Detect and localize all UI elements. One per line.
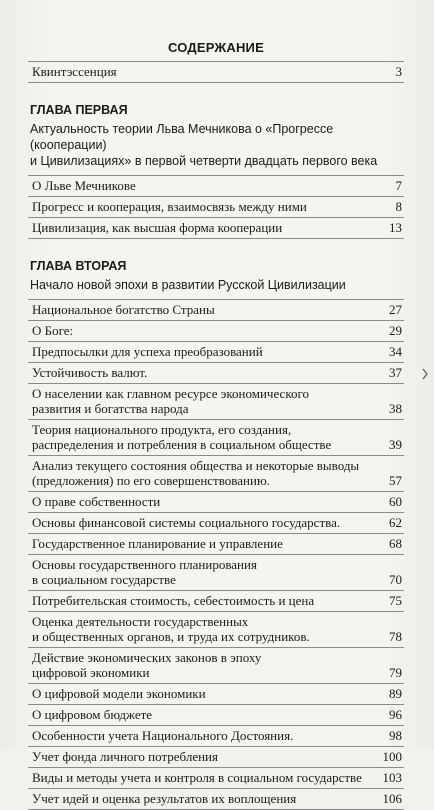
entry-title: О цифровой модели экономики (32, 686, 206, 701)
toc-entry-intro (28, 61, 404, 83)
toc-entry (28, 768, 404, 789)
entry-page: 3 (395, 64, 402, 79)
toc-entry (28, 363, 404, 384)
toc-entry (28, 175, 404, 197)
entry-title-line1: Теория национального продукта, его создания, (32, 422, 292, 437)
entry-page: 7 (395, 178, 402, 193)
entry-title: цифровой экономики (32, 665, 150, 680)
entry-title: Учет идей и оценка результатов их воплощения (32, 791, 297, 806)
entry-title: Цивилизация, как высшая форма кооперации (32, 220, 283, 235)
entry-page: 37 (389, 365, 402, 380)
entry-page: 75 (389, 593, 402, 608)
entry-title-line1: Основы государственного планирования (32, 557, 257, 572)
toc-entry (28, 684, 404, 705)
entry-title: Предпосылки для успеха преобразований (32, 344, 263, 359)
entry-page: 68 (389, 536, 402, 551)
toc-entry (28, 492, 404, 513)
entry-title: Государственное планирование и управление (32, 536, 283, 551)
chapter-2-label: ГЛАВА ВТОРАЯ (30, 259, 127, 273)
entry-title: Квинтэссенция (32, 64, 117, 79)
entry-page: 39 (389, 437, 402, 452)
entry-page: 98 (389, 728, 402, 743)
toc-entry (28, 420, 404, 456)
entry-title: Национальное богатство Страны (32, 302, 215, 317)
toc-entry (28, 726, 404, 747)
entry-title: О праве собственности (32, 494, 161, 509)
entry-title: Основы финансовой системы социального государства. (32, 515, 341, 530)
entry-page: 13 (389, 220, 402, 235)
entry-page: 103 (382, 770, 402, 785)
entry-title: Виды и методы учета и контроля в социальном государстве (32, 770, 362, 785)
entry-page: 62 (389, 515, 402, 530)
entry-page: 70 (389, 572, 402, 587)
entry-title: и общественных органов, и труда их сотрудников. (32, 629, 310, 644)
table-of-contents (28, 40, 404, 810)
toc-entry (28, 321, 404, 342)
entry-title: в социальном государстве (32, 572, 176, 587)
entry-title: О Льве Мечникове (32, 178, 136, 193)
toc-entry (28, 648, 404, 684)
chapter-1-subtitle (30, 121, 404, 169)
page-edge-mark (422, 368, 428, 380)
entry-title: Учет фонда личного потребления (32, 749, 218, 764)
entry-page: 100 (382, 749, 402, 764)
entry-page: 78 (389, 629, 402, 644)
toc-entry (28, 299, 404, 321)
entry-page: 96 (389, 707, 402, 722)
toc-entry (28, 384, 404, 420)
entry-title: О цифровом бюджете (32, 707, 153, 722)
entry-page: 79 (389, 665, 402, 680)
entry-page: 60 (389, 494, 402, 509)
toc-entry (28, 591, 404, 612)
entry-title: Устойчивость валют. (32, 365, 148, 380)
entry-page: 38 (389, 401, 402, 416)
entry-page: 8 (395, 199, 402, 214)
entry-title: Прогресс и кооперация, взаимосвязь между ними (32, 199, 307, 214)
chapter-1-label: ГЛАВА ПЕРВАЯ (30, 103, 128, 117)
toc-entry (28, 534, 404, 555)
entry-title-line1: Действие экономических законов в эпоху (32, 650, 262, 665)
chapter-2-entries (28, 299, 404, 810)
entry-title-line1: Анализ текущего состояния общества и некоторые выводы (32, 458, 360, 473)
toc-entry (28, 612, 404, 648)
toc-entry (28, 197, 404, 218)
entry-page: 29 (389, 323, 402, 338)
entry-page: 57 (389, 473, 402, 488)
chapter-1-entries (28, 175, 404, 239)
entry-page: 27 (389, 302, 402, 317)
entry-title: распределения и потребления в социальном обществе (32, 437, 332, 452)
toc-entry (28, 218, 404, 239)
entry-page: 34 (389, 344, 402, 359)
entry-page: 106 (382, 791, 402, 806)
toc-entry (28, 747, 404, 768)
chapter-2-subtitle: Начало новой эпохи в развитии Русской Цивилизации (30, 278, 346, 292)
entry-title-line1: Оценка деятельности государственных (32, 614, 249, 629)
toc-entry (28, 789, 404, 810)
chapter-1-subtitle-line2: и Цивилизациях» в первой четверти двадцать первого века (30, 154, 378, 168)
contents-heading: СОДЕРЖАНИЕ (168, 40, 264, 55)
toc-entry (28, 456, 404, 492)
entry-title-line1: О населении как главном ресурсе экономического (32, 386, 309, 401)
toc-entry (28, 342, 404, 363)
entry-title: (предложения) по его совершенствованию. (32, 473, 270, 488)
entry-title: Потребительская стоимость, себестоимость и цена (32, 593, 315, 608)
entry-title: Особенности учета Национального Достояния. (32, 728, 294, 743)
entry-title: О Боге: (32, 323, 74, 338)
entry-title: развития и богатства народа (32, 401, 189, 416)
toc-entry (28, 705, 404, 726)
chapter-1-subtitle-line1: Актуальность теории Льва Мечникова о «Прогрессе (кооперации) (30, 122, 334, 152)
entry-page: 89 (389, 686, 402, 701)
toc-entry (28, 513, 404, 534)
toc-entry (28, 555, 404, 591)
